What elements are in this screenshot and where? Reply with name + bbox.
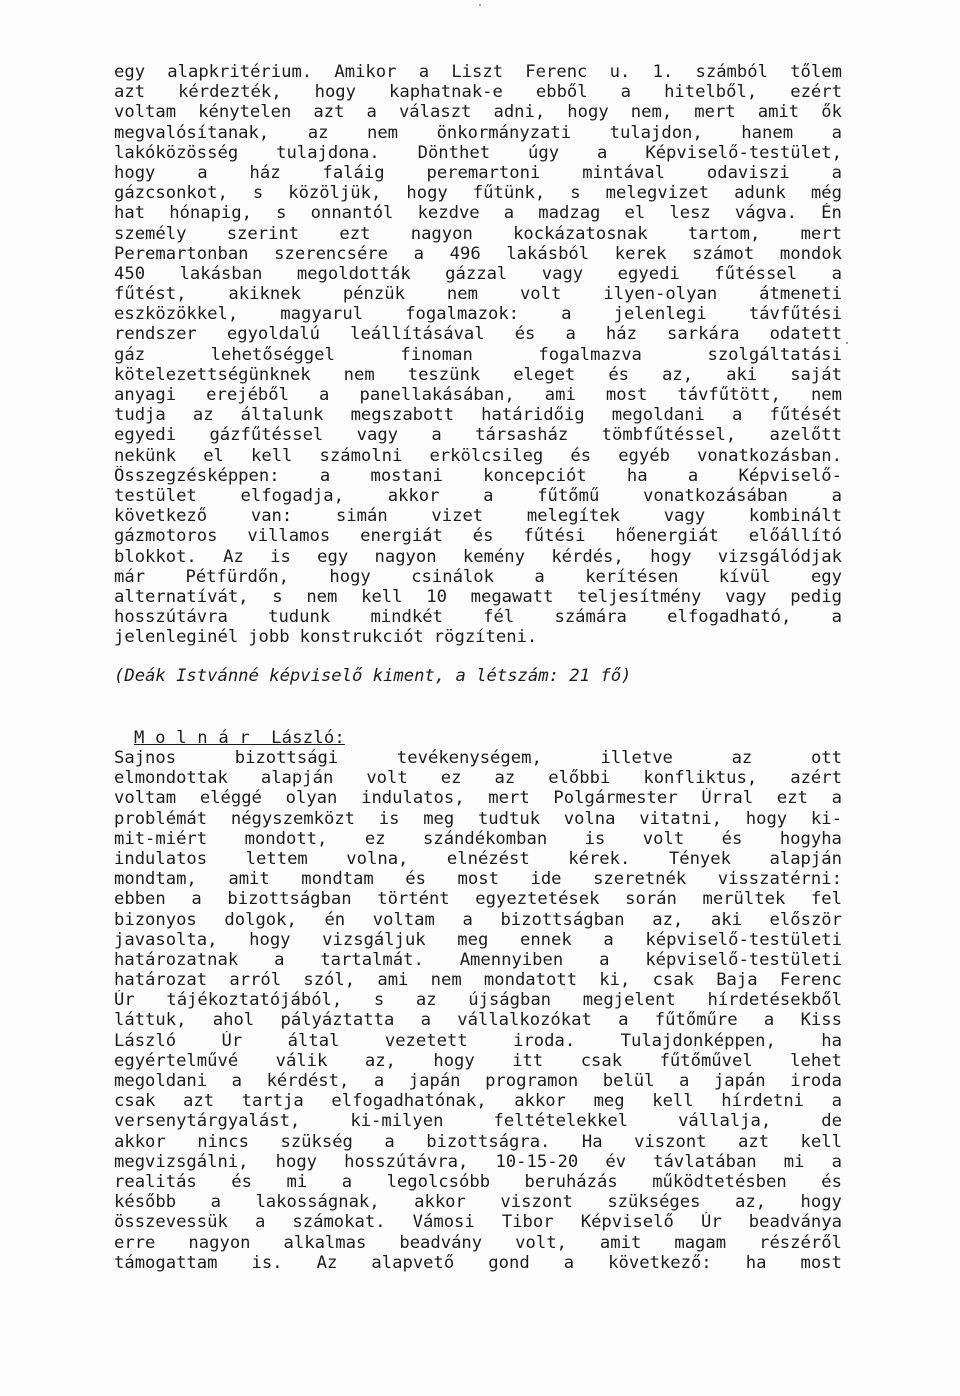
minutes-note: (Deák Istvánné képviselő kiment, a létszám: 21 fő): [114, 666, 632, 686]
text-line: Úr tájékoztatójából, s az újságban megjelent hírdetésekből: [114, 990, 842, 1011]
text-line: anyagi erejéből a panellakásában, ami most távfűtött, nem: [114, 385, 842, 405]
text-line: határozatnak a tartalmát. Amennyiben a képviselő-testületi: [114, 949, 842, 970]
text-line: egyértelművé válik az, hogy itt csak fűtőművel lehet: [114, 1050, 842, 1071]
text-line: egy alapkritérium. Amikor a Liszt Ferenc u. 1. számból tőlem: [114, 62, 842, 82]
text-line: megvizsgálni, hogy hosszútávra, 10-15-20 év távlatában mi a: [114, 1151, 842, 1172]
text-line: Összegzésképpen: a mostani koncepciót ha a Képviselő-: [114, 465, 842, 486]
text-line: támogattam is. Az alapvető gond a következő: ha most: [114, 1252, 842, 1273]
text-line: egyedi gázfűtéssel vagy a társasház tömbfűtéssel, azelőtt: [114, 425, 842, 446]
text-line: megoldani a kérdést, a japán programon belül a japán iroda: [114, 1071, 842, 1091]
text-line: blokkot. Az is egy nagyon kemény kérdés, hogy vizsgálódjak: [114, 546, 842, 567]
text-line: Peremartonban szerencsére a 496 lakásból kerek számot mondok: [114, 243, 842, 264]
text-line: bizonyos dolgok, én voltam a bizottságban az, aki először: [114, 909, 842, 930]
text-line: gázcsonkot, s közöljük, hogy fűtünk, s melegvizet adunk még: [114, 183, 842, 204]
text-line: hogy a ház faláig peremartoni mintával odaviszi a: [114, 162, 842, 183]
scan-speck: [846, 342, 848, 344]
text-line: megvalósítanak, az nem önkormányzati tulajdon, hanem a: [114, 122, 842, 143]
text-line: azt kérdezték, hogy kaphatnak-e ebből a hitelből, ezért: [114, 82, 842, 103]
text-line: hosszútávra tudunk mindkét fél számára elfogadható, a: [114, 607, 842, 628]
text-line: tudja az általunk megszabott határidőig megoldani a fűtését: [114, 405, 842, 426]
text-line: mondtam, amit mondtam és most ide szeretnék visszatérni:: [114, 869, 842, 890]
text-line: Sajnos bizottsági tevékenységem, illetve az ott: [114, 748, 842, 768]
text-line: akkor nincs szükség a bizottságra. Ha viszont azt kell: [114, 1131, 842, 1152]
paragraph-continuation: [114, 62, 842, 647]
text-line: határozat arról szól, ami nem mondatott ki, csak Baja Ferenc: [114, 970, 842, 991]
text-line: versenytárgyalást, ki-milyen feltételekkel vállalja, de: [114, 1111, 842, 1132]
text-line: következő van: simán vizet melegítek vagy kombinált: [114, 506, 842, 527]
text-line: kötelezettségünknek nem teszünk eleget és az, aki saját: [114, 364, 842, 385]
text-line: ebben a bizottságban történt egyeztetések során merültek fel: [114, 889, 842, 910]
text-line: nekünk el kell számolni erkölcsileg és egyéb vonatkozásban.: [114, 445, 842, 466]
text-line: már Pétfürdőn, hogy csinálok a kerítésen kívül egy: [114, 566, 842, 587]
text-line: 450 lakásban megoldották gázzal vagy egyedi fűtéssel a: [114, 263, 842, 284]
text-line: javasolta, hogy vizsgáljuk meg ennek a képviselő-testületi: [114, 929, 842, 950]
text-line: eszközökkel, magyarul fogalmazok: a jelenlegi távfűtési: [114, 304, 842, 325]
text-line: hat hónapig, s onnantól kezdve a madzag el lesz vágva. Én: [114, 203, 842, 224]
text-line: láttuk, ahol pályáztatta a vállalkozókat a fűtőműre a Kiss: [114, 1010, 842, 1031]
speaker-paragraph: [114, 748, 842, 1273]
text-line: voltam kénytelen azt a választ adni, hogy nem, mert amit ők: [114, 102, 842, 123]
speaker-heading: M o l n á r László:: [134, 728, 345, 748]
text-line: indulatos lettem volna, elnézést kérek. Tények alapján: [114, 848, 842, 869]
text-line: alternatívát, s nem kell 10 megawatt teljesítmény vagy pedig: [114, 586, 842, 607]
text-line: voltam eléggé olyan indulatos, mert Polgármester Úrral ezt a: [114, 788, 842, 809]
text-line: összevessük a számokat. Vámosi Tibor Képviselő Úr beadványa: [114, 1212, 842, 1233]
text-line: László Úr által vezetett iroda. Tulajdonképpen, ha: [114, 1030, 842, 1051]
text-line: problémát négyszemközt is meg tudtuk volna vitatni, hogy ki-: [114, 808, 842, 829]
text-line: realitás és mi a legolcsóbb beruházás működtetésben és: [114, 1171, 842, 1192]
text-line: gázmotoros villamos energiát és fűtési hőenergiát előállító: [114, 526, 842, 547]
text-line: elmondottak alapján volt ez az előbbi konfliktus, azért: [114, 768, 842, 789]
text-line: lakóközösség tulajdona. Dönthet úgy a Képviselő-testület,: [114, 142, 842, 163]
text-line: erre nagyon alkalmas beadvány volt, amit magam részéről: [114, 1232, 842, 1253]
text-line: rendszer egyoldalú leállításával és a ház sarkára odatett: [114, 324, 842, 345]
text-line: mit-miért mondott, ez szándékomban is volt és hogyha: [114, 828, 842, 849]
text-line: gáz lehetőséggel finoman fogalmazva szolgáltatási: [114, 344, 842, 365]
scan-speck: [479, 4, 481, 6]
text-line: testület elfogadja, akkor a fűtőmű vonatkozásában a: [114, 485, 842, 506]
text-line: jelenleginél jobb konstrukciót rögzíteni.: [114, 627, 538, 648]
text-line: személy szerint ezt nagyon kockázatosnak tartom, mert: [114, 223, 842, 244]
text-line: csak azt tartja elfogadhatónak, akkor meg kell hírdetni a: [114, 1091, 842, 1112]
text-line: fűtést, akiknek pénzük nem volt ilyen-olyan átmeneti: [114, 284, 842, 305]
text-line: később a lakosságnak, akkor viszont szükséges az, hogy: [114, 1192, 842, 1213]
